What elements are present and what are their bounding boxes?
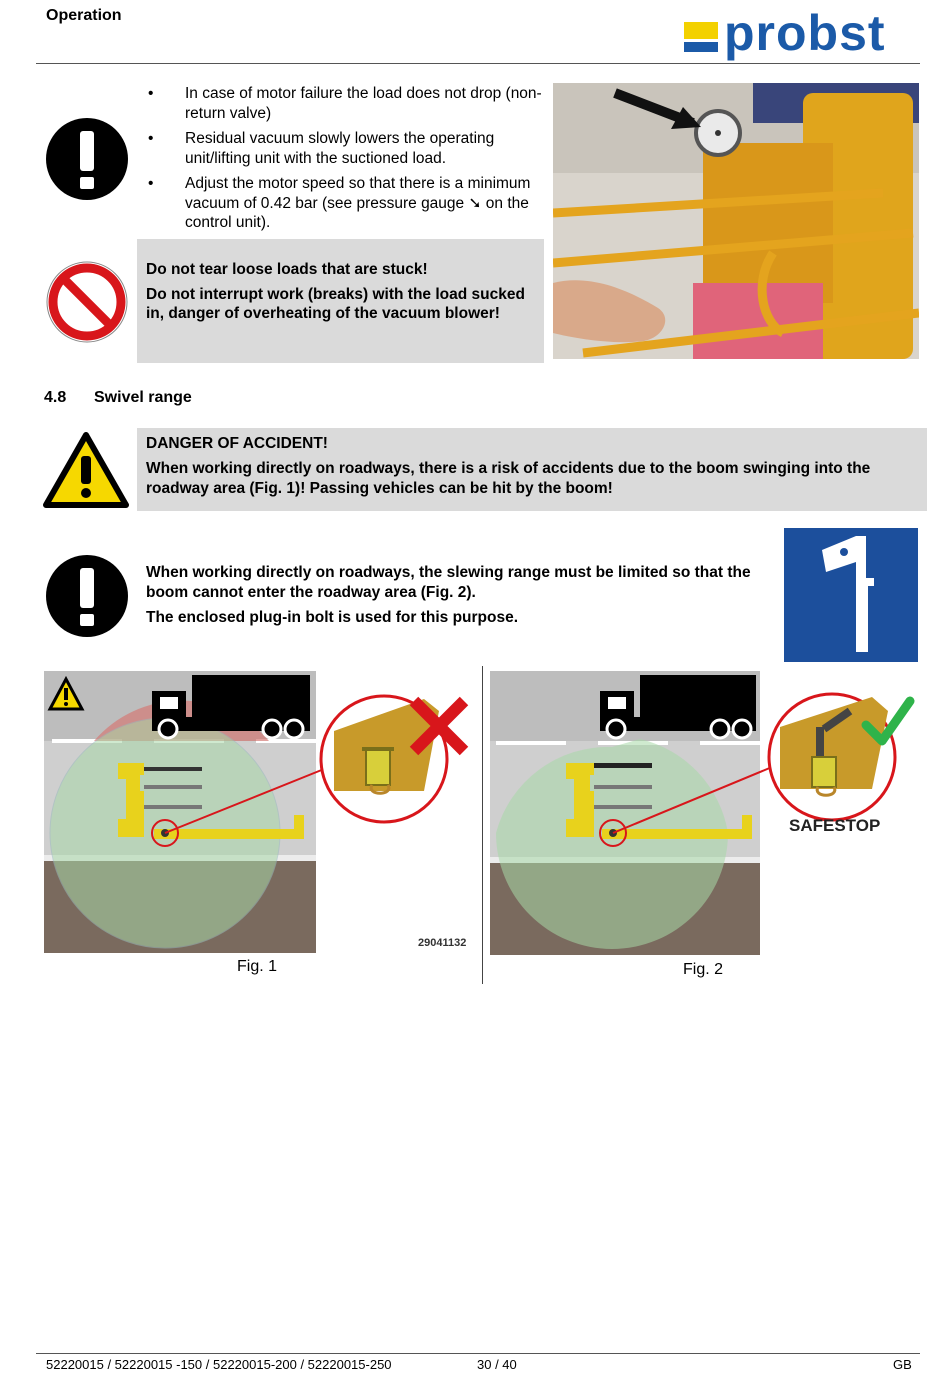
prohibition-note-box	[137, 239, 544, 363]
figure-1-caption: Fig. 1	[237, 958, 278, 975]
logo-text: probst	[724, 5, 886, 61]
prohibition-icon	[45, 260, 129, 344]
danger-box	[137, 428, 927, 511]
figure-1-unrestricted-swivel	[44, 671, 472, 953]
logo-mark-icon	[684, 22, 718, 52]
warning-triangle-icon	[43, 432, 129, 508]
slewing-note-line-1: When working directly on roadways, the slewing range must be limited so that the boom cannot enter the roadway area (Fig. 2).	[146, 564, 751, 601]
figure-2-caption: Fig. 2	[683, 961, 724, 978]
header-section-title: Operation	[46, 7, 122, 24]
figure-divider	[482, 666, 483, 984]
footer-doc-numbers: 52220015 / 52220015 -150 / 52220015-200 / 52220015-250	[46, 1357, 392, 1372]
footer-page-number: 30 / 40	[477, 1357, 517, 1372]
control-unit-photo	[553, 83, 919, 359]
caution-bullet-list	[146, 84, 546, 239]
prohibition-text-2: Do not interrupt work (breaks) with the load sucked in, danger of overheating of the vacuum blower!	[146, 285, 525, 322]
section-number: 4.8	[44, 389, 67, 406]
safestop-label: SAFESTOP	[789, 816, 881, 835]
prohibition-text-1: Do not tear loose loads that are stuck!	[146, 261, 428, 278]
figure-2-limited-swivel	[490, 671, 922, 955]
figure-code: 29041132	[418, 937, 467, 949]
plug-in-bolt-icon	[784, 528, 918, 662]
footer-language: GB	[893, 1357, 912, 1372]
list-item: • In case of motor failure the load does not drop (non-return valve)	[148, 85, 542, 122]
list-item: • Adjust the motor speed so that there is a minimum vacuum of 0.42 bar (see pressure gauge ➘ on the control unit).	[148, 175, 531, 231]
mandatory-exclamation-icon	[45, 554, 129, 638]
slewing-note	[146, 563, 766, 628]
danger-text: When working directly on roadways, there is a risk of accidents due to the boom swinging into the roadway area (Fig. 1)! Passing vehicles can be hit by the boom!	[146, 460, 871, 497]
probst-logo	[684, 5, 916, 61]
header-rule	[36, 63, 920, 64]
slewing-note-line-2: The enclosed plug-in bolt is used for this purpose.	[146, 609, 519, 626]
danger-heading: DANGER OF ACCIDENT!	[146, 435, 328, 452]
footer-rule	[36, 1353, 920, 1354]
list-item: • Residual vacuum slowly lowers the operating unit/lifting unit with the suctioned load.	[148, 130, 495, 167]
section-title: Swivel range	[94, 389, 192, 406]
mandatory-exclamation-icon	[45, 117, 129, 201]
